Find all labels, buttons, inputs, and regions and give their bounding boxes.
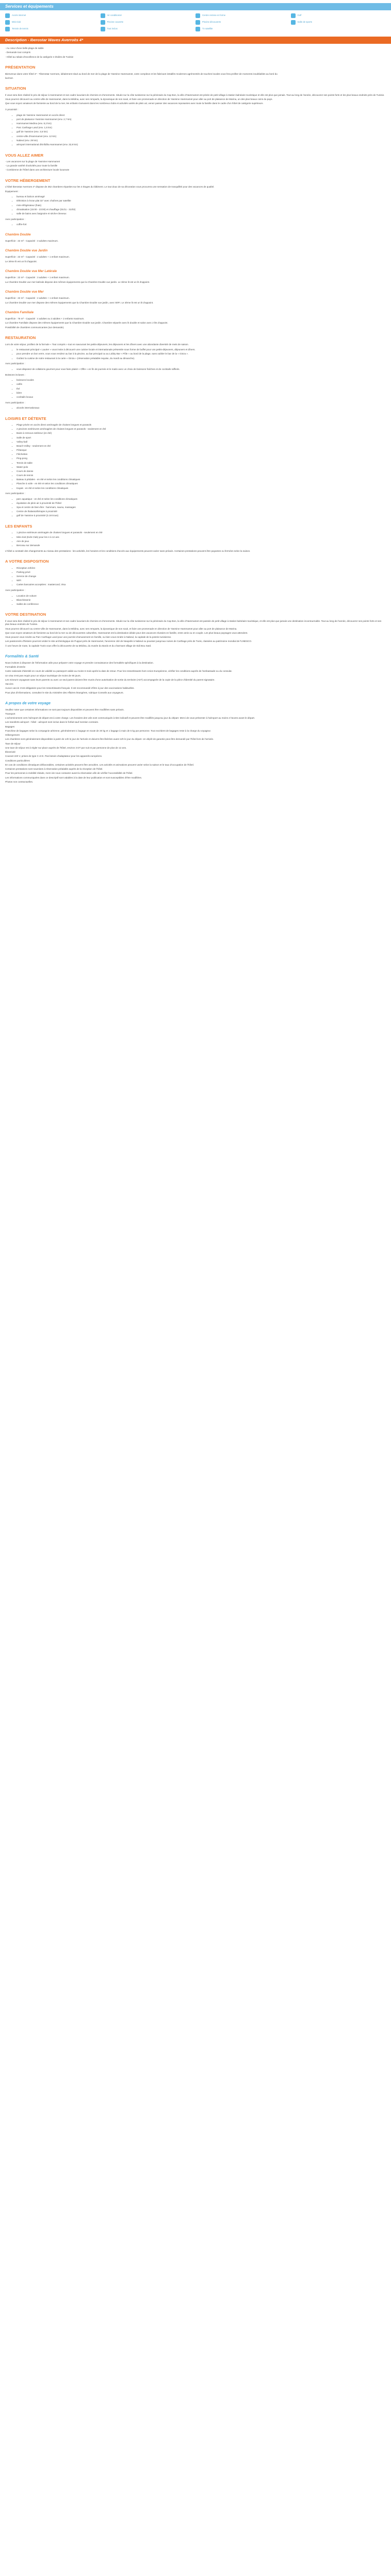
list-item: • Salle de sport: [17, 436, 386, 440]
list-item: • Service de change: [17, 575, 386, 579]
section-text-presentation: [5, 73, 386, 80]
list-item: • Water-polo: [17, 466, 386, 469]
paragraph: Une taxe de séjour est à régler sur place auprès de l'hôtel, environ 3 DT par nuit et par personne de plus de 12 ans.: [5, 746, 127, 749]
golf-flag-icon: [291, 13, 296, 18]
loisirs-paid-list: [5, 498, 386, 518]
room-type-title: Chambre Double vue Mer Latérale: [5, 269, 57, 274]
list-item: • Centre de thalassothérapie à proximité: [17, 510, 386, 514]
list-item: • thé: [17, 387, 386, 391]
list-item: • Berceau sur demande: [17, 544, 386, 548]
tennis-icon: [5, 27, 10, 31]
section-title-situation: SITUATION: [5, 86, 26, 91]
restauration-paid-list: [5, 406, 386, 410]
list-item: • Cours de tennis: [17, 474, 386, 478]
list-item: • Parc Carthage Land (env. 1,5 km): [17, 126, 386, 130]
paragraph: Les informations communiquées dans ce descriptif sont valables à la date de leur publication et sont susceptibles d'être modifiées.: [5, 776, 142, 779]
list-item: • alcools internationaux: [17, 406, 386, 410]
service-item: [5, 27, 101, 31]
list-item: • le restaurant principal « Laurier » vous invite à découvrir une cuisine locale et internationale présentée sous forme de buffet pour vos petits-déjeuners, déjeuners et dîners.: [17, 348, 386, 352]
paragraph: Un visa n'est pas requis pour un séjour touristique de moins de 90 jours.: [5, 674, 81, 677]
list-item: • Plage privée en accès direct aménagée de chaises longues et parasols: [17, 423, 386, 427]
paragraph: À une heure de route, la capitale Tunis vous offre la découverte de sa Médina, du musée du Bardo et du charmant village de Sidi Bou Saïd.: [5, 644, 152, 647]
list-item: • Volley-ball: [17, 440, 386, 444]
list-item: • Blanchisserie: [17, 599, 386, 602]
paragraph: lac/mer.: [5, 76, 14, 79]
satellite-icon: [196, 27, 200, 31]
paragraph: Lors de votre séjour, profitez de la formule « Tout compris » tout en savourant les petits-déjeuners, les déjeuners et les dîners avec une abondante diversité de mets de saison.: [5, 343, 189, 346]
section-title-apropos: A propos de votre voyage: [5, 701, 51, 706]
paragraph: Superficie : 22 m² - Capacité : 3 adultes + 1 enfant maximum.: [5, 276, 70, 279]
paragraph: La Chambre Double vue mer dispose des mêmes équipements que la Chambre Double vue jardin, avec WIFI. Le 3ème lit est un lit d'appoint.: [5, 301, 154, 304]
list-item: • port de plaisance Yasmine Hammamet (env. 2,7 km): [17, 118, 386, 122]
room-type-details: [5, 276, 386, 284]
list-item: • Hammamet Medina (env. 8,2 km): [17, 122, 386, 126]
list-item: • coffre-fort: [17, 223, 386, 227]
list-item: • 2 piscines extérieures aménagées de chaises longues et parasols - seulement en été: [17, 428, 386, 431]
paragraph: Le 3ème lit est un lit d'appoint.: [5, 260, 37, 263]
list-item: • climatisation (15:00 - 23:00) et chauffage (01/11 - 31/03): [17, 208, 386, 212]
list-item: • Goûtez la cuisine de notre restaurant à la carte « Ginza » (réservation préalable requise, du mardi au dimanche).: [17, 357, 386, 361]
list-item: • aéroport international d'Enfidha Hammamet (env. 32,9 km): [17, 143, 386, 147]
paragraph: Hébergement: [5, 734, 20, 737]
service-item: [196, 20, 291, 25]
paragraph: Superficie : 22 m² - Capacité : 3 adultes maximum.: [5, 239, 59, 242]
paragraph: Pour plus d'informations, consultez le site du ministère des Affaires étrangères, rubrique Conseils aux voyageurs.: [5, 691, 124, 694]
paragraph: Possibilité de chambres communicantes (sur demande).: [5, 326, 64, 329]
paragraph: Franchise de bagages selon la compagnie aérienne, généralement 1 bagage en soute de 20 kg et 1 bagage à main de 5 kg par personne. Tout excédent de bagages reste à la charge du voyageur.: [5, 729, 211, 732]
description-intro: [5, 47, 386, 59]
paragraph: Avec participation :: [5, 401, 25, 404]
paragraph: Veuillez noter que certaines informations ne sont pas toujours disponibles et peuvent être modifiées sans préavis.: [5, 708, 124, 711]
section-title-disposition: A VOTRE DISPOSITION: [5, 559, 49, 564]
description-content: [0, 47, 391, 784]
intro-line: - Demande tout compris: [5, 51, 31, 54]
list-item: • Fléchettes: [17, 453, 386, 456]
list-item: • Tennis de table: [17, 462, 386, 465]
list-item: • Spa et centre de bien-être : hammam, sauna, massages: [17, 506, 386, 510]
paragraph: Vaccins: [5, 683, 13, 686]
list-item: • bureau et balcon aménagé: [17, 195, 386, 199]
list-item: • WiFi: [17, 579, 386, 583]
paragraph: - La grande variété d'activités pour toute la famille: [5, 164, 58, 167]
paragraph: L'hôtel Iberostar Averroes 4* dispose de 362 chambres réparties sur les 4 étages du bâtiment. Le tout doux de sa décoration vous procurera une sensation de tranquillité pour des vacances de qualité.: [5, 185, 215, 189]
paragraph: Électricité: [5, 751, 15, 754]
paragraph: Superficie : 76 m² - Capacité : 4 adultes ou 2 adultes + 2 enfants maximum.: [5, 317, 85, 320]
paragraph: Il vous sera bien réalisé le prix de séjour à Hammamet et son cadre luxuriant de chemins et d'ornements. Située sur la côte tunisienne sur la péninsule du Cap Bon, la ville d'Hammamet est passée de petit village à station balnéaire touristique, et elle est plus que jamais une destination incontournable. Tout au long de l'année, découvrez ses points forts et ses plus beaux endroits de Tunisie.: [5, 619, 382, 626]
gym-icon: [291, 20, 296, 25]
description-title: Description - Iberostar Waves Averroès 4*: [5, 38, 84, 42]
service-item: [101, 13, 196, 18]
paragraph: L'acheminement vers l'aéroport de départ est à votre charge. Les horaires des vols sont communiqués à titre indicatif et peuvent être modifiés jusqu'au jour du départ. Merci de vous présenter à l'aéroport au moins 2 heures avant le départ.: [5, 717, 255, 720]
services-title: Services et équipements: [5, 4, 54, 9]
services-grid: [0, 10, 391, 31]
list-item: • Aire de jeux: [17, 540, 386, 544]
paragraph: Superficie : 22 m² - Capacité : 2 adultes + 1 enfant maximum.: [5, 256, 70, 259]
list-item: • plage de Yasmine Hammamet en accès direct: [17, 114, 386, 117]
loisirs-paid-head: [5, 492, 386, 496]
section-text-hebergement: [5, 185, 386, 193]
services-header: [0, 3, 391, 10]
paragraph: Pour les personnes à mobilité réduite, merci de nous contacter avant la réservation afin de vérifier l'accessibilité de l'hôtel.: [5, 772, 133, 775]
section-subhead: À proximité :: [5, 108, 19, 111]
list-item: • Bateau à pédales - en été et selon les conditions climatiques: [17, 478, 386, 482]
section-list-hebergement: [5, 195, 386, 215]
service-label: Accès internet: [12, 14, 26, 17]
list-item: • pour prendre un bon verre, vous vous rendrez au bar à la piscine, au bar principal ou au Lobby Bar « Pôle » au bord de la plage, sans oublier le bar de la « Ginza ».: [17, 352, 386, 356]
restauration-text: [5, 343, 386, 347]
room-type-title: Chambre Double vue Jardin: [5, 249, 48, 253]
list-item: • Cours de danse: [17, 470, 386, 473]
paragraph: Que vous soyez amateurs de farniente au bord de la mer ou de découvertes culturelles, Hammamet est la destination idéale pour des vacances réussies en famille, entre amis ou en couple. Les plus beaux paysages vous attendent.: [5, 631, 248, 634]
list-item: • golf de Yasmine à proximité (à 18 trous): [17, 514, 386, 518]
snowflake-icon: [101, 13, 105, 18]
list-item: • Salles de conférence: [17, 603, 386, 606]
section-title-enfants: LES ENFANTS: [5, 524, 32, 529]
paragraph: Vous pouvez vous rendre au Parc Carthage Land pour une journée d'amusement en famille, ou bien vous rendre à Nabeul, la capitale de la poterie tunisienne.: [5, 636, 172, 639]
paragraph: Courant 220 V, prises de type C et E. Pas besoin d'adaptateur pour les appareils européens.: [5, 755, 103, 758]
list-item: • parc aquatique - en été et selon les conditions climatiques: [17, 498, 386, 501]
paragraph: Avec participation :: [5, 492, 25, 495]
paragraph: Les chambres sont généralement disponibles à partir de 14h le jour de l'arrivée et doivent être libérées avant 12h le jour du départ. Un dépôt de garantie peut être demandé par l'hôtel lors de l'arrivée.: [5, 738, 214, 741]
service-label: Golf: [297, 14, 302, 17]
intro-line: - Hôtel au rabais d'excellence de la catégorie 4 étoiles de Tunisie: [5, 55, 74, 58]
paragraph: Photos non contractuelles.: [5, 780, 34, 783]
paragraph: Équipement :: [5, 190, 20, 193]
service-item: [196, 27, 291, 31]
paragraph: Que vous soyez amateurs de farniente au bord de la mer, les enfants s'amusent dans les nombreux clubs et activités variés de plein air, venez passer des vacances reposantes avec toute la famille dans le cadre d'un hôtel de catégorie supérieure.: [5, 102, 264, 105]
paragraph: Vous pourrez découvrir au centre-ville de Hammamet, dans la Médina, avec ses remparts, la dynamique de son souk, et faire une promenade en direction de Yasmine Hammamet pour aller au port de plaisance de Marina, un des plus beaux coins du pays.: [5, 98, 273, 100]
list-item: • cafés: [17, 383, 386, 386]
service-label: Tv satellite: [202, 27, 213, 30]
service-item: [101, 20, 196, 25]
list-item: • Location de voiture: [17, 595, 386, 598]
paragraph: Avec participation :: [5, 362, 25, 365]
room-type-details: [5, 297, 386, 304]
wifi-icon: [5, 13, 10, 18]
list-item: • golf de Yasmine (env. 3,5 km): [17, 130, 386, 134]
room-type-title: Chambre Double vue Mer: [5, 290, 44, 294]
service-item: [5, 20, 101, 25]
paragraph: Conditions particulières: [5, 759, 30, 762]
section-list-situation: [5, 114, 386, 147]
paragraph: Bienvenue dans votre hôtel 4* - Tiberostar Averroes, idéalement situé au bord de mer de la plage de Yasmine Hammamet, votre complexe et les fabricant installés modernes agrémentés de touches locales vous fera profiter de moments inoubliables au bord du: [5, 72, 278, 75]
paragraph: L'hôtel a constaté des changements au niveau des prestations : les activités, les horaires et les conditions d'accès aux équipements peuvent varier sans préavis. Certaines prestations peuvent être payantes ou fermées selon la saison.: [5, 549, 251, 552]
list-item: • vous disposez de collations gourmet pour vous faire plaisir « Offre » en fin de journée et le matin avec un choix de boissons fraîches et de cocktails raffinés.: [17, 368, 386, 371]
dumbbell-icon: [196, 13, 200, 18]
paragraph: Carte nationale d'identité en cours de validité ou passeport valide au moins 6 mois après la date de retour. Pour les ressortissants hors Union Européenne, vérifier les conditions auprès de l'ambassade ou du consulat.: [5, 670, 232, 673]
service-label: Air conditionné: [107, 14, 122, 17]
paragraph: Vous pourrez découvrir au centre-ville de Hammamet, dans la Médina, avec ses remparts, la dynamique de son souk, et faire une promenade en direction de Yasmine Hammamet pour aller au port de plaisance de Marina.: [5, 627, 237, 630]
paragraph: Il vous sera bien réalisé le prix de séjour à Hammamet et son cadre luxuriant de chemins et d'ornements. Située sur la côte tunisienne sur la péninsule du Cap Bon, la ville d'Hammamet est prisée de petit village à station balnéaire touristique et elle est plus que jamais. Tout au long de l'année, découvrez ses points forts et les plus beaux endroits près de Tunisie.: [5, 93, 385, 96]
paragraph: Boissons incluses :: [5, 373, 26, 376]
paragraph: Superficie : 22 m² - Capacité : 2 adultes + 1 enfant maximum.: [5, 297, 70, 300]
section-title-hebergement: VOTRE HÉBERGEMENT: [5, 178, 51, 183]
list-item: • Cartes bancaires acceptées : mastercard, Visa: [17, 583, 386, 587]
paragraph: La Chambre Double vue mer latérale dispose des mêmes équipements que la Chambre Double vue jardin. Le 3ème lit est un lit d'appoint.: [5, 280, 150, 283]
list-item: • boissons locales: [17, 379, 386, 382]
section-tail: [5, 218, 386, 222]
intro-line: - Au cœur d'une belle plage de sable: [5, 47, 44, 49]
paragraph: Taxe de séjour: [5, 742, 21, 745]
paragraph: Les mineurs voyageant sans leurs parents ou avec un seul parent doivent être munis d'une autorisation de sortie du territoire (AST) accompagnée de la copie de la pièce d'identité du parent signataire.: [5, 678, 215, 681]
paragraph: Nous invitons à disposer de l'information utile pour préparer votre voyage et prendre connaissance des formalités spécifiques à la destination.: [5, 661, 154, 664]
section-title-destination: VOTRE DESTINATION: [5, 612, 46, 617]
section-title-restauration: RESTAURATION: [5, 335, 36, 341]
description-header: [0, 37, 391, 44]
drinks-head: [5, 374, 386, 377]
paragraph: Avec participation :: [5, 217, 25, 221]
list-item: • salle de bains avec baignoire et sèche-cheveux: [17, 212, 386, 216]
enfants-warning: [5, 550, 386, 553]
destination-text: [5, 620, 386, 648]
disposition-list: [5, 567, 386, 587]
restauration-paid-head: [5, 401, 386, 405]
section-title-presentation: PRÉSENTATION: [5, 65, 36, 70]
disposition-paid-list: [5, 595, 386, 606]
list-item: • Réception 24h/24: [17, 567, 386, 570]
section-title-vous-allez-aimer: VOUS ALLEZ AIMER: [5, 152, 44, 158]
section-title-formalites: Formalités & Santé: [5, 654, 39, 659]
room-type-details: [5, 256, 386, 263]
list-item: • Kayak - en été et selon les conditions climatiques: [17, 487, 386, 490]
paragraph: - Les vacances sur la plage de Yasmine Hammamet: [5, 160, 60, 163]
service-label: Piscine découverte: [202, 21, 221, 24]
paragraph: En cas de conditions climatiques défavorables, certaines activités peuvent être annulées. Les activités et animations peuvent varier selon la saison et le taux d'occupation de l'hôtel.: [5, 763, 194, 766]
section-text-vous-allez-aimer: [5, 160, 386, 172]
list-item: • mini-réfrigérateur (frais): [17, 204, 386, 208]
paragraph: Les passionnés d'histoire pourront visiter le site archéologique de Pupput près de Hammamet, l'ancienne cité de Neapolis à Nabeul ou pousser jusqu'aux ruines de Carthage près de Tunis, classées au patrimoine mondial de l'UNESCO.: [5, 640, 252, 643]
disposition-paid-head: [5, 589, 386, 592]
paragraph: Bagages: [5, 725, 15, 728]
service-item: [5, 13, 101, 18]
service-item: [291, 20, 386, 25]
list-item: • cocktails locaux: [17, 396, 386, 399]
loisirs-list: [5, 423, 386, 490]
section-list-extra: [5, 223, 386, 227]
section-title-loisirs: LOISIRS ET DÉTENTE: [5, 416, 46, 421]
service-label: Centre remise en forme: [202, 14, 226, 17]
service-label: Salle de sports: [297, 21, 312, 24]
list-item: • Planche à voile - en été et selon les conditions climatiques: [17, 482, 386, 486]
service-label: Terrain de tennis: [12, 27, 28, 30]
restauration-list-extra: [5, 368, 386, 371]
list-item: • bière: [17, 392, 386, 395]
list-item: • Bains à remous extérieur (en été): [17, 432, 386, 435]
service-label: Mini-club: [12, 21, 21, 24]
list-item: • Beach-Volley - seulement en été: [17, 445, 386, 448]
paragraph: Les transferts aéroport - hôtel - aéroport sont inclus dans le forfait sauf mention contraire.: [5, 721, 99, 724]
formalites-text: [5, 662, 386, 694]
kids-icon: [5, 20, 10, 25]
paragraph: La Chambre Familiale dispose des mêmes équipements que la Chambre Double vue jardin. Chambre séparée avec lit double et salon avec 2 lits d'appoint.: [5, 321, 168, 325]
list-item: • 1 piscine extérieure aménagée de chaises longues et parasols - seulement en été: [17, 531, 386, 535]
restauration-extra: [5, 362, 386, 366]
list-item: • Ping-pong: [17, 457, 386, 461]
paragraph: Formalités d'entrée: [5, 666, 26, 669]
drinks-list: [5, 379, 386, 399]
paragraph: Aucun vaccin n'est obligatoire pour les ressortissants français. Il est recommandé d'être à jour des vaccinations habituelles.: [5, 687, 135, 690]
room-type-title: Chambre Familiale: [5, 311, 34, 315]
room-type-details: [5, 240, 386, 243]
list-item: • Nabeul (env. 29 km): [17, 139, 386, 143]
service-label: Piscine couverte: [107, 21, 124, 24]
service-item: [291, 13, 386, 18]
room-type-details: [5, 317, 386, 329]
restauration-list: [5, 348, 386, 360]
service-item: [196, 13, 291, 18]
paragraph: Certaines prestations sont soumises à réservation préalable auprès de la réception de l'hôtel.: [5, 768, 103, 771]
paragraph: - Combienne de l'hôtel dans une architecture locale luxueuse: [5, 168, 70, 172]
indoor-pool-icon: [101, 20, 105, 25]
enfants-list: [5, 531, 386, 547]
service-item: [101, 27, 196, 31]
list-item: • équitation de plein air à proximité de l'hôtel: [17, 502, 386, 505]
list-item: • télévision à écran plat 32'' avec chaînes par satellite: [17, 199, 386, 203]
list-item: • Mini-club (Kids Club) pour les 4 à 12 ans: [17, 536, 386, 539]
room-type-title: Chambre Double: [5, 232, 31, 236]
apropos-text: [5, 708, 386, 784]
list-item: • centre-ville d'Hammamet (env. 12 km): [17, 135, 386, 139]
list-item: • Pétanque: [17, 449, 386, 452]
paragraph: Transport: [5, 712, 15, 715]
all-inclusive-icon: [101, 27, 105, 31]
paragraph: Avec participation :: [5, 588, 25, 591]
outdoor-pool-icon: [196, 20, 200, 25]
service-label: Tout inclus: [107, 27, 118, 30]
list-item: • Parking privé: [17, 571, 386, 574]
section-text-situation: [5, 94, 386, 106]
